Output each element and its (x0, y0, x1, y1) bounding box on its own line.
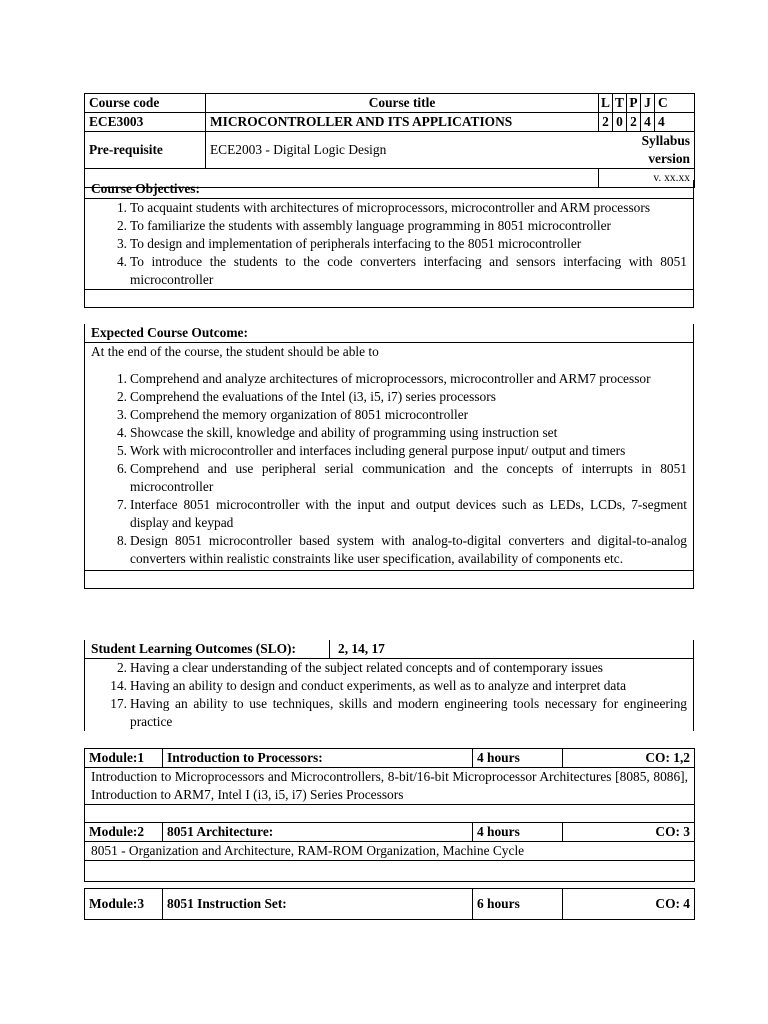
module-hours: 4 hours (473, 749, 563, 768)
list-item: 6. Comprehend and use peripheral serial communication and the concepts of interrupts in 8051 microcontroller (116, 461, 687, 494)
module-1-table (84, 748, 695, 823)
module-label: Module:3 (85, 889, 163, 920)
slo-section (84, 640, 694, 731)
ltpjc-label-p: P (627, 94, 641, 113)
prereq-value: ECE2003 - Digital Logic Design (206, 132, 599, 169)
slo-heading: Student Learning Outcomes (SLO): (85, 640, 330, 658)
ltpjc-label-t: T (613, 94, 627, 113)
list-item: 2. Having a clear understanding of the subject related concepts and of contemporary issues (116, 660, 603, 675)
ltpjc-value-j: 4 (641, 113, 655, 132)
course-outcome-section (84, 324, 694, 589)
list-item: 5. Work with microcontroller and interfaces including general purpose input/ output and timers (116, 443, 626, 458)
outcomes-intro: At the end of the course, the student should be able to (91, 344, 379, 359)
module-co: CO: 4 (563, 889, 695, 920)
objectives-heading: Course Objectives: (85, 180, 693, 199)
module-title: Introduction to Processors: (163, 749, 473, 768)
module-content: 8051 - Organization and Architecture, RAM-ROM Organization, Machine Cycle (85, 842, 695, 861)
list-item: 1. To acquaint students with architectures of microprocessors, microcontroller and ARM processors (116, 200, 651, 215)
prereq-label: Pre-requisite (85, 132, 206, 169)
list-item: 14. Having an ability to design and conduct experiments, as well as to analyze and interpret data (110, 678, 627, 693)
list-item: 3. Comprehend the memory organization of 8051 microcontroller (116, 407, 469, 422)
list-item: 17. Having an ability to use techniques, skills and modern engineering tools necessary for engineering practice (110, 696, 687, 729)
module-hours: 6 hours (473, 889, 563, 920)
course-objectives-section (84, 180, 694, 308)
ltpjc-label-c: C (655, 94, 695, 113)
list-item: 7. Interface 8051 microcontroller with the input and output devices such as LEDs, LCDs, 7-segment display and keypad (116, 497, 687, 530)
list-item: 1. Comprehend and analyze architectures of microprocessors, microcontroller and ARM7 processor (116, 371, 651, 386)
list-item: 3. To design and implementation of peripherals interfacing to the 8051 microcontroller (116, 236, 582, 251)
list-item: 2. To familiarize the students with assembly language programming in 8051 microcontroller (116, 218, 612, 233)
ltpjc-value-t: 0 (613, 113, 627, 132)
objectives-list (85, 199, 693, 290)
module-3-table (84, 888, 695, 920)
module-content: Introduction to Microprocessors and Microcontrollers, 8-bit/16-bit Microprocessor Architectures [8085, 8086], Introduction to ARM7, Intel I (i3, i5, i7) Series Processors (85, 768, 695, 805)
slo-values: 2, 14, 17 (338, 641, 385, 656)
ltpjc-value-c: 4 (655, 113, 695, 132)
module-co: CO: 1,2 (563, 749, 695, 768)
list-item: 4. Showcase the skill, knowledge and ability of programming using instruction set (116, 425, 558, 440)
outcomes-list (85, 370, 693, 571)
module-label: Module:2 (85, 823, 163, 842)
course-code-label: Course code (85, 94, 206, 113)
module-title: 8051 Architecture: (163, 823, 473, 842)
module-co: CO: 3 (563, 823, 695, 842)
module-hours: 4 hours (473, 823, 563, 842)
ltpjc-value-l: 2 (599, 113, 613, 132)
list-item: 4. To introduce the students to the code converters interfacing and sensors interfacing with 8051 microcontroller (116, 254, 687, 287)
list-item: 8. Design 8051 microcontroller based system with analog-to-digital converters and digital-to-analog converters within realistic constraints like user specification, availability of components etc. (116, 533, 687, 566)
slo-heading-row (85, 640, 693, 659)
ltpjc-label-j: J (641, 94, 655, 113)
course-title: MICROCONTROLLER AND ITS APPLICATIONS (206, 113, 599, 132)
course-code: ECE3003 (85, 113, 206, 132)
module-label: Module:1 (85, 749, 163, 768)
ltpjc-label-l: L (599, 94, 613, 113)
syllabus-version-value: v. xx.xx (599, 169, 695, 188)
module-2-table (84, 822, 695, 882)
module-title: 8051 Instruction Set: (163, 889, 473, 920)
list-item: 2. Comprehend the evaluations of the Intel (i3, i5, i7) series processors (116, 389, 496, 404)
course-header-table (84, 93, 695, 188)
outcomes-heading: Expected Course Outcome: (85, 324, 693, 343)
ltpjc-value-p: 2 (627, 113, 641, 132)
course-title-label: Course title (206, 94, 599, 113)
slo-list (85, 659, 693, 731)
syllabus-version-label: Syllabus version (599, 132, 695, 169)
